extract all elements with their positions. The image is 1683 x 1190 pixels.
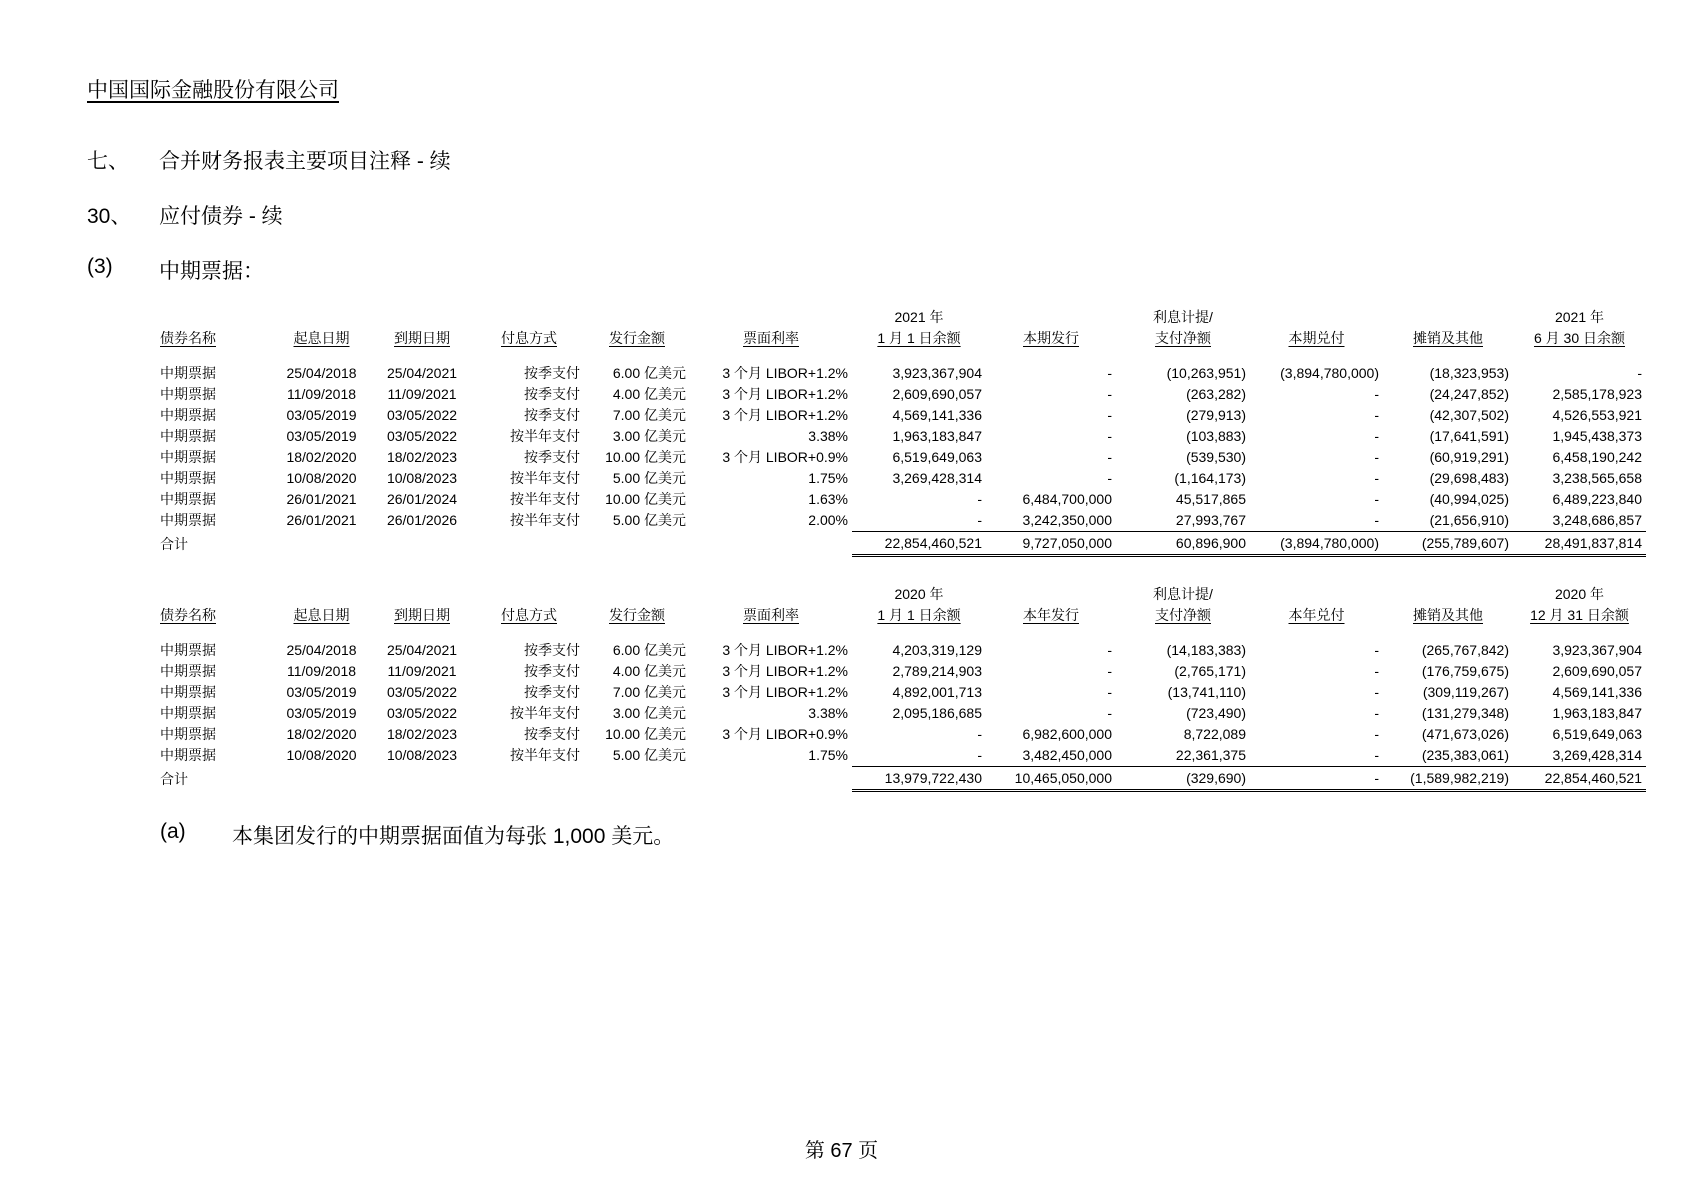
cell-maturity-date: 26/01/2024 (386, 491, 458, 507)
cell-opening-balance: - (977, 726, 982, 742)
cell-maturity-date: 26/01/2026 (386, 512, 458, 529)
cell-start-date: 18/02/2020 (286, 449, 357, 465)
cell-amortization: (17,641,591) (1429, 428, 1509, 444)
header-maturity-date: 到期日期 (394, 330, 450, 346)
cell-closing-balance: - (1637, 365, 1642, 381)
cell-closing-balance: 3,269,428,314 (1552, 747, 1642, 763)
note-number: 30、 (87, 205, 132, 228)
cell-coupon-rate: 3.38% (808, 705, 848, 721)
cell-coupon-rate: 3.38% (808, 428, 848, 444)
cell-bond-name: 中期票据 (160, 512, 216, 529)
cell-closing-balance: 6,458,190,242 (1552, 449, 1642, 465)
cell-opening-balance: 4,892,001,713 (892, 684, 982, 700)
cell-closing-balance: 2,585,178,923 (1552, 386, 1642, 402)
header-payment-method: 付息方式 (501, 330, 557, 346)
table-row (156, 682, 1646, 703)
cell-amortization: (21,656,910) (1429, 512, 1509, 528)
cell-interest-net: (14,183,383) (1166, 642, 1246, 658)
cell-opening-balance: - (977, 491, 982, 507)
cell-redeemed: - (1374, 705, 1379, 721)
cell-opening-balance: - (977, 512, 982, 528)
table-row (156, 640, 1646, 661)
cell-interest-net: 27,993,767 (1175, 512, 1246, 528)
cell-interest-net: (539,530) (1186, 449, 1246, 465)
header-close-year: 2020 年 (1554, 586, 1605, 602)
cell-maturity-date: 25/04/2021 (386, 642, 458, 658)
cell-issue-amount: 4.00 亿美元 (612, 663, 686, 679)
footnote-text: 本集团发行的中期票据面值为每张 1,000 美元。 (232, 825, 675, 848)
total-row (156, 532, 1646, 556)
table-row (156, 661, 1646, 682)
cell-bond-name: 中期票据 (160, 386, 216, 402)
cell-start-date: 18/02/2020 (286, 726, 357, 742)
header-start-date: 起息日期 (293, 330, 350, 346)
cell-bond-name: 中期票据 (160, 491, 216, 507)
cell-interest-net: (103,883) (1186, 428, 1246, 444)
cell-maturity-date: 25/04/2021 (386, 365, 458, 381)
subnote-number: (3) (87, 255, 113, 278)
cell-amortization: (131,279,348) (1421, 705, 1509, 721)
cell-opening-balance: - (977, 747, 982, 763)
cell-issue-amount: 5.00 亿美元 (612, 512, 686, 529)
cell-issue-amount: 10.00 亿美元 (605, 726, 686, 742)
header-maturity-date: 到期日期 (394, 607, 450, 623)
cell-start-date: 25/04/2018 (286, 365, 357, 381)
cell-payment-method: 按季支付 (524, 365, 580, 381)
total-amortization: (1,589,982,219) (1383, 767, 1513, 791)
cell-redeemed: - (1374, 747, 1379, 763)
cell-opening-balance: 3,269,428,314 (892, 470, 982, 486)
cell-redeemed: (3,894,780,000) (1280, 365, 1379, 381)
table-row (156, 363, 1646, 384)
cell-bond-name: 中期票据 (160, 747, 216, 764)
cell-closing-balance: 3,923,367,904 (1552, 642, 1642, 658)
header-redeemed: 本年兑付 (1288, 607, 1345, 623)
cell-interest-net: (1,164,173) (1174, 470, 1246, 486)
cell-coupon-rate: 1.63% (808, 491, 848, 507)
total-label: 合计 (160, 535, 188, 552)
cell-opening-balance: 1,963,183,847 (892, 428, 982, 444)
cell-start-date: 11/09/2018 (286, 663, 357, 679)
cell-start-date: 26/01/2021 (286, 512, 357, 529)
cell-issue-amount: 4.00 亿美元 (612, 386, 686, 402)
cell-interest-net: 8,722,089 (1183, 726, 1246, 742)
header-opening-balance: 1 月 1 日余额 (877, 607, 961, 623)
total-redeemed: - (1250, 767, 1383, 791)
cell-issued: 6,982,600,000 (1022, 726, 1112, 742)
total-interest-net: (329,690) (1116, 767, 1250, 791)
cell-payment-method: 按季支付 (524, 407, 580, 423)
mtn-table-2021 (156, 307, 1646, 557)
header-row-top (156, 307, 1646, 327)
cell-coupon-rate: 3 个月 LIBOR+1.2% (722, 365, 848, 381)
cell-opening-balance: 2,609,690,057 (892, 386, 982, 402)
total-issued: 10,465,050,000 (986, 767, 1116, 791)
cell-closing-balance: 3,238,565,658 (1552, 470, 1642, 486)
header-issue-amount: 发行金额 (609, 607, 665, 623)
header-bond-name: 债券名称 (160, 330, 216, 346)
cell-payment-method: 按季支付 (524, 386, 580, 402)
cell-interest-net: (723,490) (1186, 705, 1246, 721)
cell-amortization: (309,119,267) (1422, 684, 1509, 700)
header-issued: 本年发行 (1023, 607, 1079, 623)
cell-issue-amount: 7.00 亿美元 (612, 684, 686, 700)
cell-bond-name: 中期票据 (160, 642, 216, 658)
cell-opening-balance: 4,569,141,336 (892, 407, 982, 423)
cell-bond-name: 中期票据 (160, 470, 216, 486)
cell-opening-balance: 2,789,214,903 (892, 663, 982, 679)
cell-redeemed: - (1374, 726, 1379, 742)
cell-issued: - (1107, 684, 1112, 700)
header-payment-method: 付息方式 (501, 607, 557, 623)
table-row (156, 447, 1646, 468)
header-closing-balance: 6 月 30 日余额 (1533, 330, 1626, 346)
cell-maturity-date: 18/02/2023 (386, 449, 458, 465)
header-closing-balance: 12 月 31 日余额 (1530, 607, 1629, 623)
cell-start-date: 03/05/2019 (286, 428, 357, 444)
cell-amortization: (60,919,291) (1429, 449, 1509, 465)
cell-issue-amount: 6.00 亿美元 (612, 365, 686, 381)
cell-payment-method: 按半年支付 (510, 512, 580, 529)
cell-issued: - (1107, 365, 1112, 381)
cell-coupon-rate: 3 个月 LIBOR+1.2% (722, 642, 848, 658)
header-issue-amount: 发行金额 (609, 330, 665, 346)
cell-issue-amount: 7.00 亿美元 (612, 407, 686, 423)
cell-coupon-rate: 2.00% (808, 512, 848, 529)
header-row (156, 604, 1646, 626)
table-row (156, 468, 1646, 489)
cell-start-date: 03/05/2019 (286, 684, 357, 700)
table-row (156, 724, 1646, 745)
cell-closing-balance: 4,569,141,336 (1552, 684, 1642, 700)
table-row (156, 703, 1646, 724)
header-interest-top: 利息计提/ (1153, 309, 1213, 325)
cell-closing-balance: 2,609,690,057 (1552, 663, 1642, 679)
cell-maturity-date: 03/05/2022 (386, 428, 458, 444)
cell-issue-amount: 3.00 亿美元 (612, 705, 686, 721)
cell-redeemed: - (1374, 663, 1379, 679)
cell-opening-balance: 2,095,186,685 (892, 705, 982, 721)
table-row (156, 384, 1646, 405)
header-bond-name: 债券名称 (160, 607, 216, 623)
cell-issue-amount: 6.00 亿美元 (612, 642, 686, 658)
total-opening-balance: 22,854,460,521 (852, 532, 986, 556)
cell-issue-amount: 10.00 亿美元 (605, 449, 686, 465)
cell-start-date: 26/01/2021 (286, 491, 357, 507)
cell-issue-amount: 3.00 亿美元 (612, 428, 686, 444)
cell-issue-amount: 5.00 亿美元 (612, 470, 686, 486)
header-row-top (156, 584, 1646, 604)
cell-issued: 6,484,700,000 (1022, 491, 1112, 507)
cell-interest-net: 45,517,865 (1175, 491, 1246, 507)
cell-bond-name: 中期票据 (160, 365, 216, 381)
total-closing-balance: 22,854,460,521 (1513, 767, 1646, 791)
cell-issued: 3,482,450,000 (1022, 747, 1112, 763)
total-opening-balance: 13,979,722,430 (852, 767, 986, 791)
cell-payment-method: 按季支付 (524, 449, 580, 465)
cell-coupon-rate: 1.75% (808, 470, 848, 486)
cell-issued: - (1107, 449, 1112, 465)
cell-start-date: 25/04/2018 (286, 642, 357, 658)
subnote-title: 中期票据： (159, 260, 264, 283)
cell-start-date: 03/05/2019 (286, 705, 357, 721)
cell-interest-net: 22,361,375 (1175, 747, 1246, 763)
cell-redeemed: - (1374, 642, 1379, 658)
cell-maturity-date: 03/05/2022 (386, 684, 458, 700)
cell-bond-name: 中期票据 (160, 407, 216, 423)
cell-interest-net: (2,765,171) (1174, 663, 1246, 679)
cell-amortization: (265,767,842) (1421, 642, 1509, 658)
cell-amortization: (40,994,025) (1429, 491, 1509, 507)
header-redeemed: 本期兑付 (1288, 330, 1345, 346)
cell-coupon-rate: 3 个月 LIBOR+1.2% (722, 386, 848, 402)
company-name: 中国国际金融股份有限公司 (87, 79, 339, 102)
cell-redeemed: - (1374, 470, 1379, 486)
cell-amortization: (471,673,026) (1421, 726, 1509, 742)
cell-issued: - (1107, 642, 1112, 658)
cell-maturity-date: 10/08/2023 (386, 470, 458, 486)
cell-issued: - (1107, 428, 1112, 444)
cell-coupon-rate: 3 个月 LIBOR+1.2% (722, 407, 848, 423)
table-row (156, 405, 1646, 426)
total-interest-net: 60,896,900 (1116, 532, 1250, 556)
cell-payment-method: 按半年支付 (510, 491, 580, 507)
table-row (156, 745, 1646, 767)
header-open-year: 2021 年 (894, 309, 944, 325)
cell-start-date: 03/05/2019 (286, 407, 357, 423)
table-row (156, 510, 1646, 532)
cell-closing-balance: 6,489,223,840 (1552, 491, 1642, 507)
table-row (156, 489, 1646, 510)
cell-maturity-date: 10/08/2023 (386, 747, 458, 764)
cell-maturity-date: 03/05/2022 (386, 705, 458, 721)
cell-bond-name: 中期票据 (160, 705, 216, 721)
cell-issued: - (1107, 470, 1112, 486)
section-title: 合并财务报表主要项目注释 - 续 (159, 150, 451, 173)
cell-redeemed: - (1374, 407, 1379, 423)
cell-bond-name: 中期票据 (160, 684, 216, 700)
section-number: 七、 (87, 150, 129, 173)
mtn-table-2020 (156, 584, 1646, 792)
cell-redeemed: - (1374, 386, 1379, 402)
cell-redeemed: - (1374, 512, 1379, 528)
cell-bond-name: 中期票据 (160, 449, 216, 465)
cell-start-date: 10/08/2020 (286, 747, 357, 764)
cell-bond-name: 中期票据 (160, 663, 216, 679)
header-amortization: 摊销及其他 (1413, 607, 1483, 623)
cell-issued: - (1107, 705, 1112, 721)
cell-amortization: (235,383,061) (1421, 747, 1509, 763)
header-start-date: 起息日期 (293, 607, 350, 623)
cell-payment-method: 按季支付 (524, 684, 580, 700)
cell-issued: 3,242,350,000 (1022, 512, 1112, 528)
cell-coupon-rate: 3 个月 LIBOR+0.9% (722, 726, 848, 742)
cell-payment-method: 按季支付 (524, 726, 580, 742)
cell-amortization: (18,323,953) (1429, 365, 1509, 381)
cell-interest-net: (263,282) (1186, 386, 1246, 402)
cell-payment-method: 按季支付 (524, 642, 580, 658)
header-amortization: 摊销及其他 (1413, 330, 1483, 346)
cell-maturity-date: 18/02/2023 (386, 726, 458, 742)
cell-amortization: (24,247,852) (1429, 386, 1509, 402)
cell-start-date: 11/09/2018 (286, 386, 357, 402)
header-close-year: 2021 年 (1554, 309, 1605, 325)
header-interest-top: 利息计提/ (1153, 586, 1213, 602)
header-issued: 本期发行 (1023, 330, 1079, 346)
cell-start-date: 10/08/2020 (286, 470, 357, 486)
header-coupon-rate: 票面利率 (743, 607, 799, 623)
table-row (156, 426, 1646, 447)
header-open-year: 2020 年 (894, 586, 944, 602)
cell-opening-balance: 4,203,319,129 (892, 642, 982, 658)
cell-coupon-rate: 3 个月 LIBOR+1.2% (722, 684, 848, 700)
cell-closing-balance: 1,963,183,847 (1552, 705, 1642, 721)
cell-bond-name: 中期票据 (160, 428, 216, 444)
cell-coupon-rate: 1.75% (808, 747, 848, 764)
cell-redeemed: - (1374, 449, 1379, 465)
cell-closing-balance: 3,248,686,857 (1552, 512, 1642, 528)
cell-amortization: (29,698,483) (1429, 470, 1509, 486)
note-title: 应付债券 - 续 (159, 205, 283, 228)
cell-interest-net: (13,741,110) (1167, 684, 1246, 700)
cell-payment-method: 按半年支付 (510, 705, 580, 721)
cell-maturity-date: 11/09/2021 (387, 663, 457, 679)
table-body (156, 349, 1646, 556)
cell-opening-balance: 6,519,649,063 (892, 449, 982, 465)
header-interest-net: 支付净额 (1155, 607, 1211, 623)
header-coupon-rate: 票面利率 (743, 330, 799, 346)
page-number: 第 67 页 (804, 1140, 879, 1162)
cell-coupon-rate: 3 个月 LIBOR+1.2% (722, 663, 848, 679)
cell-maturity-date: 03/05/2022 (386, 407, 458, 423)
total-label: 合计 (160, 770, 188, 787)
header-row (156, 327, 1646, 349)
cell-redeemed: - (1374, 428, 1379, 444)
cell-payment-method: 按季支付 (524, 663, 580, 679)
cell-maturity-date: 11/09/2021 (387, 386, 457, 402)
header-interest-net: 支付净额 (1155, 330, 1211, 346)
cell-issue-amount: 5.00 亿美元 (612, 747, 686, 764)
cell-redeemed: - (1374, 684, 1379, 700)
cell-interest-net: (10,263,951) (1166, 365, 1246, 381)
cell-closing-balance: 4,526,553,921 (1552, 407, 1642, 423)
cell-amortization: (176,759,675) (1421, 663, 1509, 679)
total-row (156, 767, 1646, 791)
footnote-label: (a) (160, 820, 186, 843)
cell-payment-method: 按半年支付 (510, 428, 580, 444)
cell-amortization: (42,307,502) (1429, 407, 1509, 423)
cell-issued: - (1107, 407, 1112, 423)
cell-bond-name: 中期票据 (160, 726, 216, 742)
cell-coupon-rate: 3 个月 LIBOR+0.9% (722, 449, 848, 465)
total-amortization: (255,789,607) (1383, 532, 1513, 556)
cell-redeemed: - (1374, 491, 1379, 507)
cell-payment-method: 按半年支付 (510, 747, 580, 764)
total-closing-balance: 28,491,837,814 (1513, 532, 1646, 556)
total-redeemed: (3,894,780,000) (1250, 532, 1383, 556)
table-body (156, 626, 1646, 791)
cell-opening-balance: 3,923,367,904 (892, 365, 982, 381)
cell-issued: - (1107, 386, 1112, 402)
cell-closing-balance: 6,519,649,063 (1552, 726, 1642, 742)
cell-payment-method: 按半年支付 (510, 470, 580, 486)
cell-interest-net: (279,913) (1186, 407, 1246, 423)
cell-closing-balance: 1,945,438,373 (1552, 428, 1642, 444)
cell-issue-amount: 10.00 亿美元 (605, 491, 686, 507)
total-issued: 9,727,050,000 (986, 532, 1116, 556)
cell-issued: - (1107, 663, 1112, 679)
header-opening-balance: 1 月 1 日余额 (877, 330, 961, 346)
